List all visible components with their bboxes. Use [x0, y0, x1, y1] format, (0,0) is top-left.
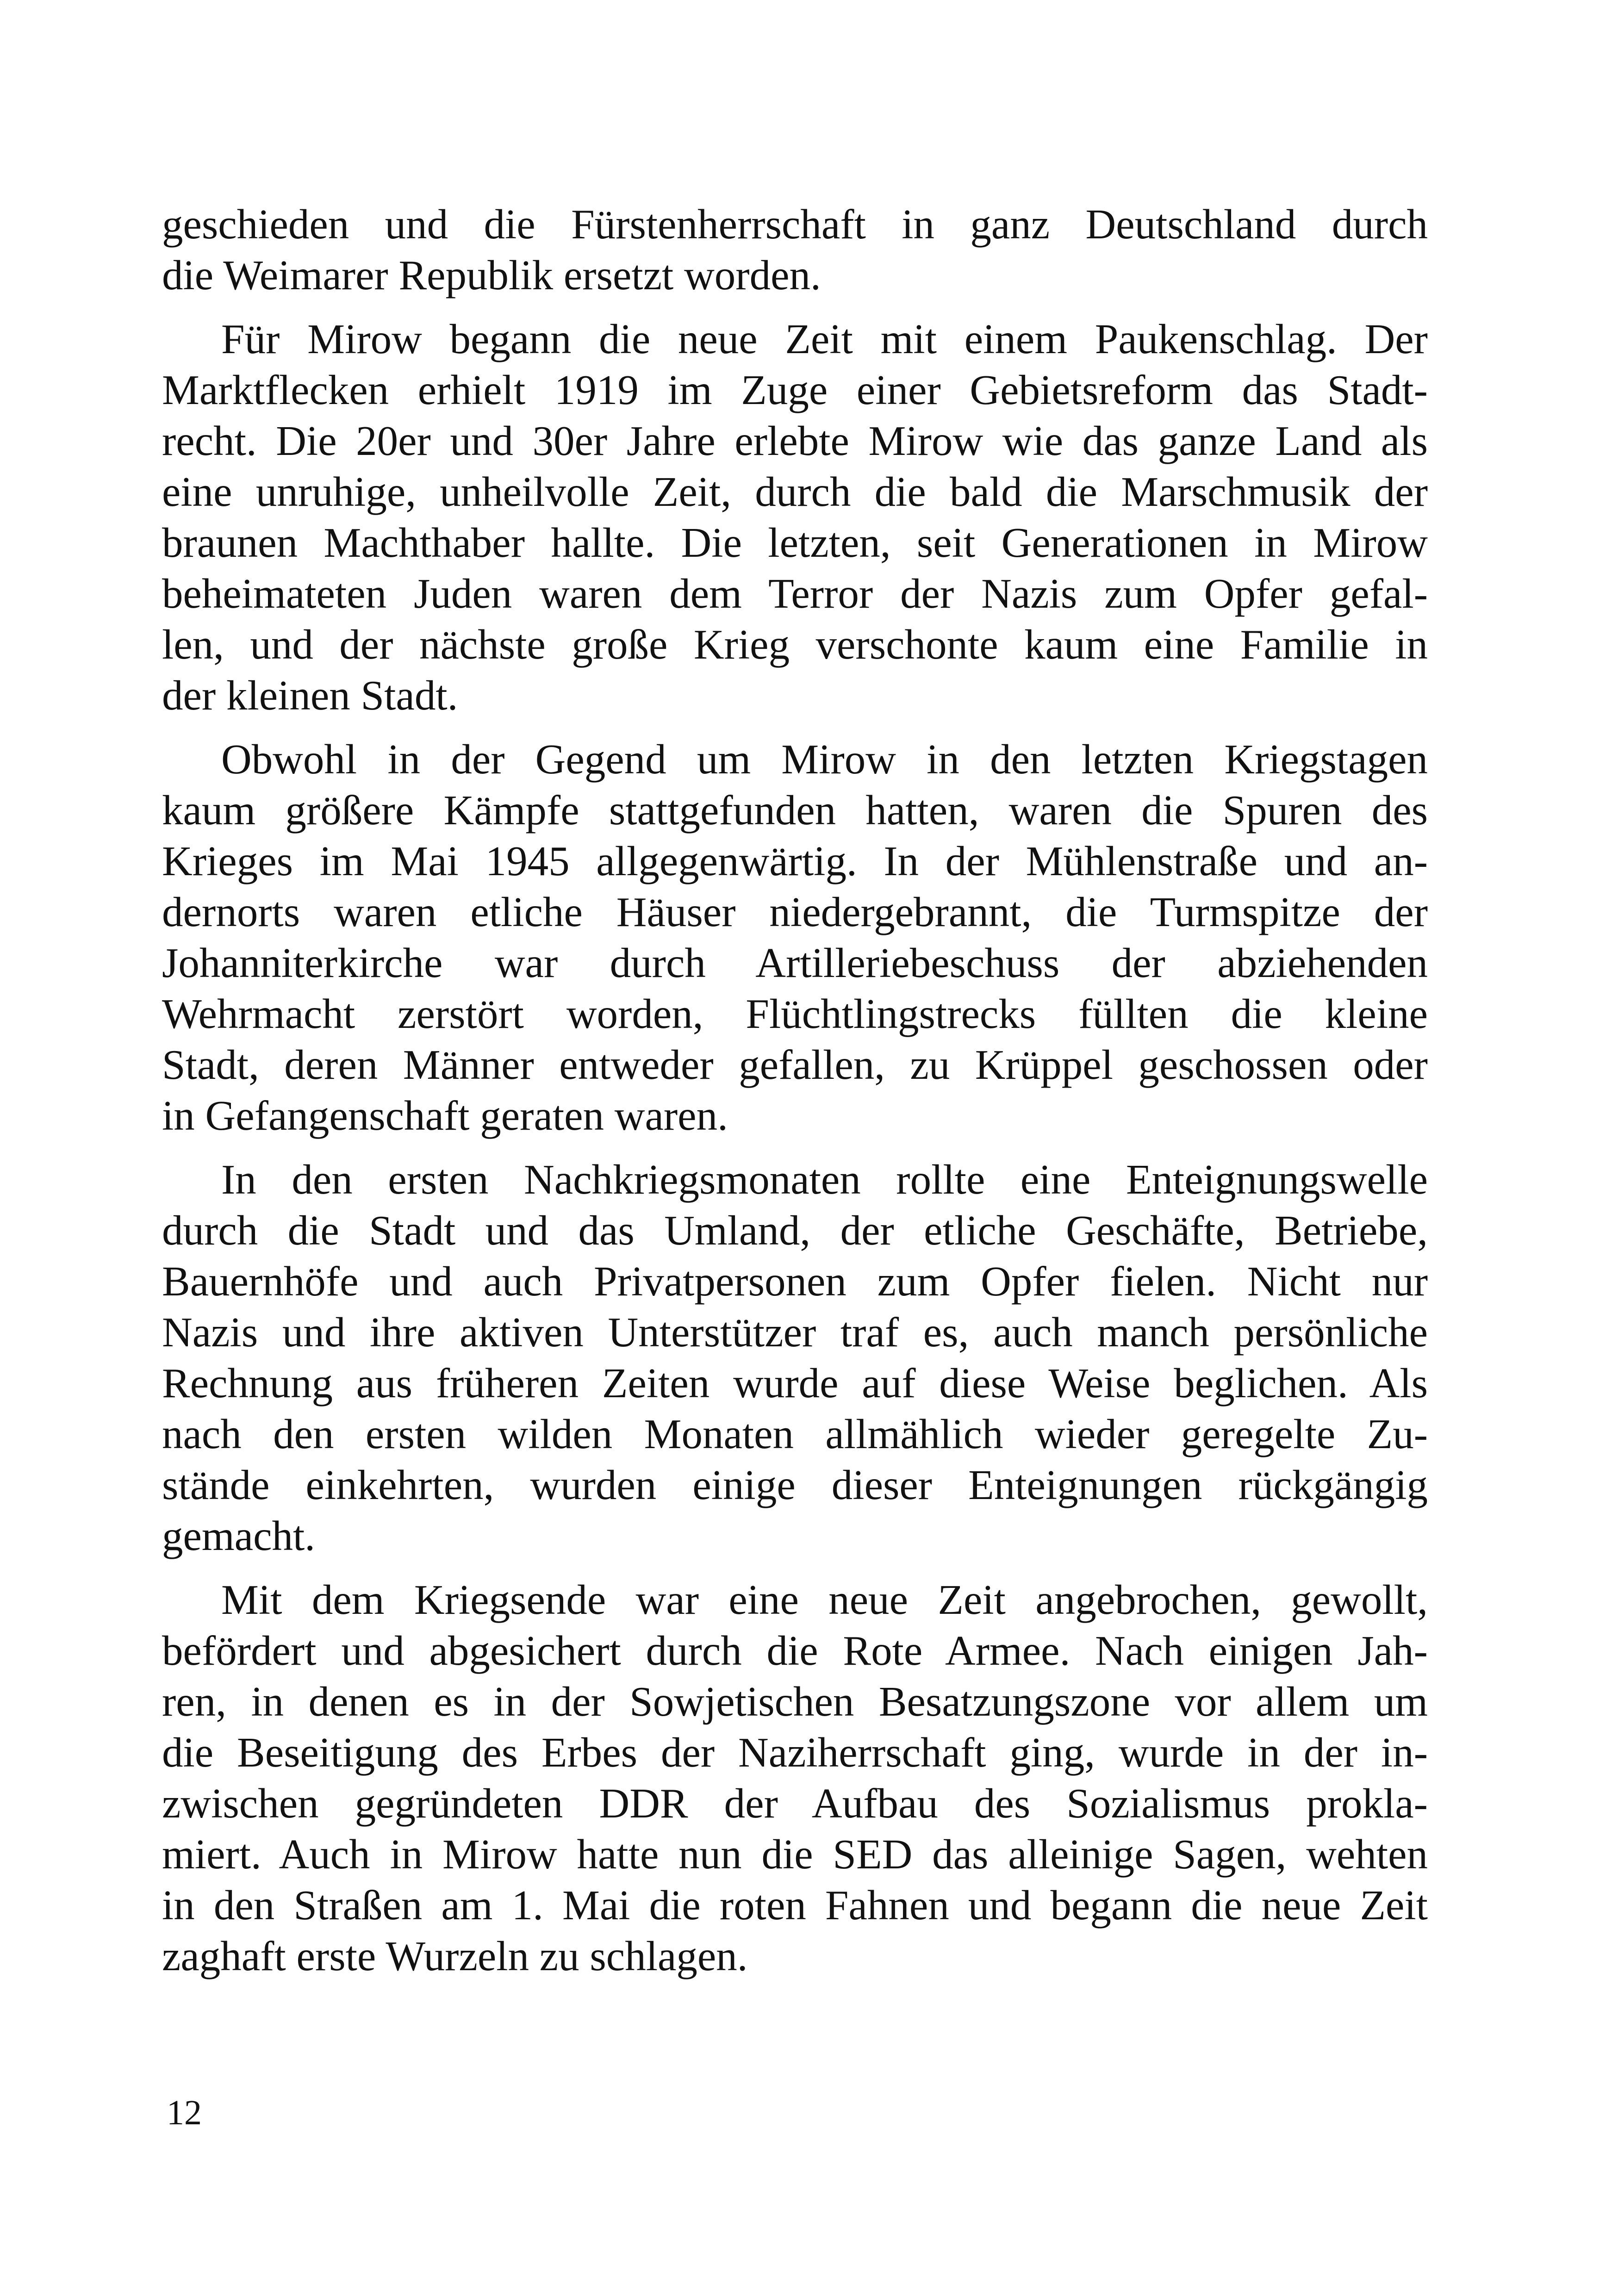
text-line: Für Mirow begann die neue Zeit mit einem Paukenschlag. Der — [221, 316, 1428, 362]
text-line: Obwohl in der Gegend um Mirow in den letzten Kriegstagen — [221, 736, 1428, 783]
text-line: eine unruhige, unheilvolle Zeit, durch die bald die Marschmusik der — [162, 468, 1428, 515]
text-line: durch die Stadt und das Umland, der etliche Geschäfte, Betriebe, — [162, 1207, 1428, 1254]
text-line: Mit dem Kriegsende war eine neue Zeit angebrochen, gewollt, — [221, 1576, 1428, 1623]
text-line: miert. Auch in Mirow hatte nun die SED das alleinige Sagen, wehten — [162, 1831, 1428, 1878]
paragraph-2 — [162, 314, 1428, 721]
text-line: dernorts waren etliche Häuser niedergebrannt, die Turmspitze der — [162, 889, 1428, 935]
text-line: ren, in denen es in der Sowjetischen Besatzungszone vor allem um — [162, 1678, 1428, 1725]
text-line: Rechnung aus früheren Zeiten wurde auf diese Weise beglichen. Als — [162, 1360, 1428, 1406]
text-line: zaghaft erste Wurzeln zu schlagen. — [162, 1933, 748, 1979]
text-line: der kleinen Stadt. — [162, 672, 458, 719]
text-line: geschieden und die Fürstenherrschaft in ganz Deutschland durch — [162, 201, 1428, 248]
text-line: In den ersten Nachkriegsmonaten rollte eine Enteignungswelle — [221, 1156, 1428, 1203]
text-line: recht. Die 20er und 30er Jahre erlebte Mirow wie das ganze Land als — [162, 417, 1428, 464]
text-line: beheimateten Juden waren dem Terror der Nazis zum Opfer gefal- — [162, 570, 1428, 617]
text-line: zwischen gegründeten DDR der Aufbau des Sozialismus prokla- — [162, 1780, 1428, 1827]
text-line: nach den ersten wilden Monaten allmählich wieder geregelte Zu- — [162, 1411, 1428, 1457]
text-line: Bauernhöfe und auch Privatpersonen zum Opfer fielen. Nicht nur — [162, 1258, 1428, 1305]
text-line: befördert und abgesichert durch die Rote Armee. Nach einigen Jah- — [162, 1627, 1428, 1674]
text-line: braunen Machthaber hallte. Die letzten, seit Generationen in Mirow — [162, 519, 1428, 566]
text-line: Marktflecken erhielt 1919 im Zuge einer Gebietsreform das Stadt- — [162, 367, 1428, 413]
paragraph-3 — [162, 734, 1428, 1141]
text-line: die Beseitigung des Erbes der Naziherrschaft ging, wurde in der in- — [162, 1729, 1428, 1776]
paragraph-1 — [162, 199, 1428, 301]
text-line: in Gefangenschaft geraten waren. — [162, 1092, 728, 1139]
text-line: kaum größere Kämpfe stattgefunden hatten, waren die Spuren des — [162, 787, 1428, 834]
page-number: 12 — [167, 2093, 202, 2132]
paragraph-4 — [162, 1154, 1428, 1562]
text-line: stände einkehrten, wurden einige dieser Enteignungen rückgängig — [162, 1462, 1428, 1508]
text-line: in den Straßen am 1. Mai die roten Fahnen und begann die neue Zeit — [162, 1882, 1428, 1929]
text-line: Johanniterkirche war durch Artilleriebeschuss der abziehenden — [162, 940, 1428, 986]
text-line: len, und der nächste große Krieg verschonte kaum eine Familie in — [162, 621, 1428, 668]
text-line: Stadt, deren Männer entweder gefallen, zu Krüppel geschossen oder — [162, 1041, 1428, 1088]
paragraph-5 — [162, 1574, 1428, 1982]
text-line: Wehrmacht zerstört worden, Flüchtlingstrecks füllten die kleine — [162, 990, 1428, 1037]
text-line: die Weimarer Republik ersetzt worden. — [162, 252, 821, 299]
text-line: gemacht. — [162, 1512, 315, 1559]
body-text — [162, 199, 1428, 1982]
text-line: Krieges im Mai 1945 allgegenwärtig. In der Mühlenstraße und an- — [162, 838, 1428, 884]
text-line: Nazis und ihre aktiven Unterstützer traf es, auch manch persönliche — [162, 1309, 1428, 1356]
